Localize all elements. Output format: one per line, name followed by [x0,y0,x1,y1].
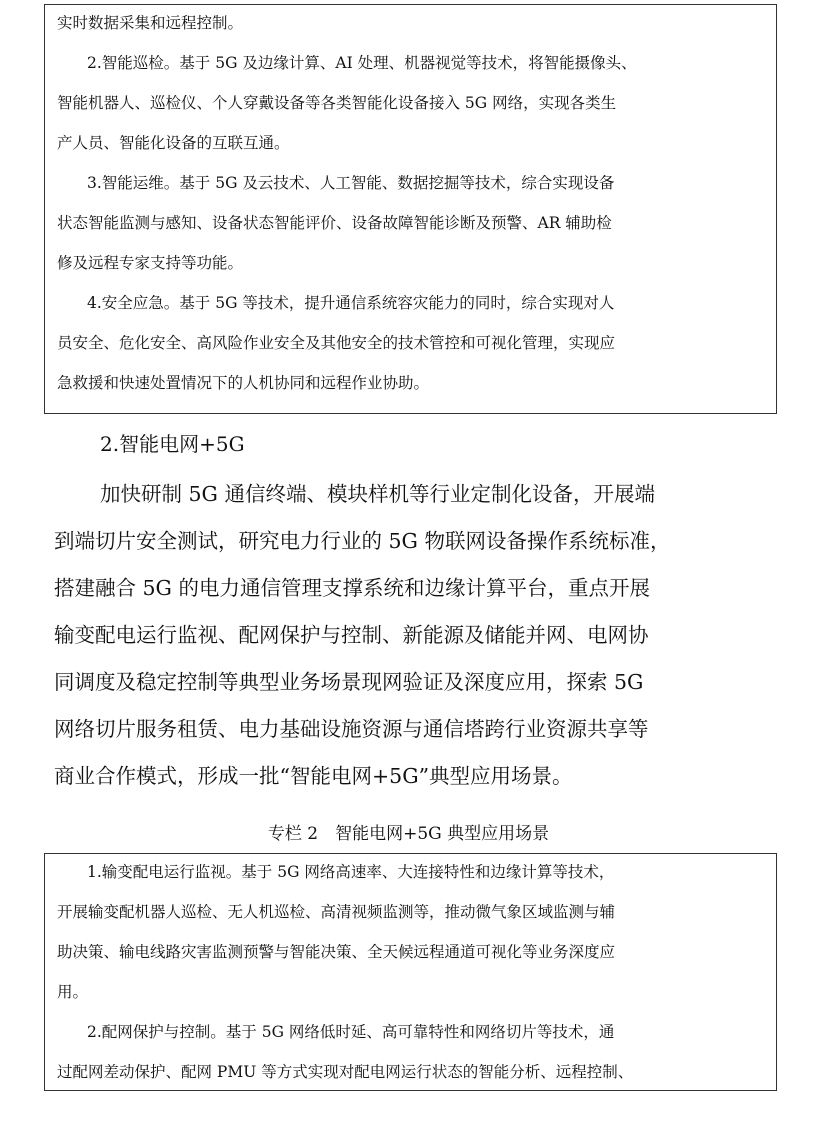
paragraph-line: 同调度及稳定控制等典型业务场景现网验证及深度应用，探索 5G [54,670,644,694]
paragraph-line: 搭建融合 5G 的电力通信管理支撑系统和边缘计算平台，重点开展 [54,576,650,600]
column-box-2 [44,853,777,1091]
box1-line: 员安全、危化安全、高风险作业安全及其他安全的技术管控和可视化管理，实现应 [57,334,616,352]
paragraph-line: 到端切片安全测试，研究电力行业的 5G 物联网设备操作系统标准， [54,529,671,553]
box1-line: 状态智能监测与感知、设备状态智能评价、设备故障智能诊断及预警、AR 辅助检 [57,214,612,232]
paragraph-line: 网络切片服务租赁、电力基础设施资源与通信塔跨行业资源共享等 [54,717,649,741]
box1-line: 修及远程专家支持等功能。 [57,254,244,272]
box2-line: 开展输变配机器人巡检、无人机巡检、高清视频监测等，推动微气象区域监测与辅 [57,903,616,921]
box1-line: 4.安全应急。基于 5G 等技术，提升通信系统容灾能力的同时，综合实现对人 [87,294,615,312]
section-heading: 2.智能电网+5G [100,432,245,456]
box2-line: 助决策、输电线路灾害监测预警与智能决策、全天候远程通道可视化等业务深度应 [57,943,616,961]
box2-line: 用。 [57,983,89,1001]
paragraph-line: 商业合作模式，形成一批“智能电网+5G”典型应用场景。 [54,764,573,788]
box1-line: 产人员、智能化设备的互联互通。 [57,134,290,152]
box1-line: 3.智能运维。基于 5G 及云技术、人工智能、数据挖掘等技术，综合实现设备 [87,174,615,192]
box1-line: 实时数据采集和远程控制。 [57,14,244,32]
box2-line: 1.输变配电运行监视。基于 5G 网络高速率、大连接特性和边缘计算等技术， [87,863,615,881]
box2-line: 2.配网保护与控制。基于 5G 网络低时延、高可靠特性和网络切片等技术，通 [87,1023,615,1041]
column-box-1 [44,4,777,414]
box1-line: 智能机器人、巡检仪、个人穿戴设备等各类智能化设备接入 5G 网络，实现各类生 [57,94,617,112]
box1-line: 急救援和快速处置情况下的人机协同和远程作业协助。 [57,374,430,392]
paragraph-line: 输变配电运行监视、配网保护与控制、新能源及储能并网、电网协 [54,623,649,647]
box1-line: 2.智能巡检。基于 5G 及边缘计算、AI 处理、机器视觉等技术，将智能摄像头、 [87,54,637,72]
box2-line: 过配网差动保护、配网 PMU 等方式实现对配电网运行状态的智能分析、远程控制、 [57,1063,634,1081]
column-caption: 专栏 2 智能电网+5G 典型应用场景 [267,824,550,844]
paragraph-line: 加快研制 5G 通信终端、模块样机等行业定制化设备，开展端 [100,482,655,506]
